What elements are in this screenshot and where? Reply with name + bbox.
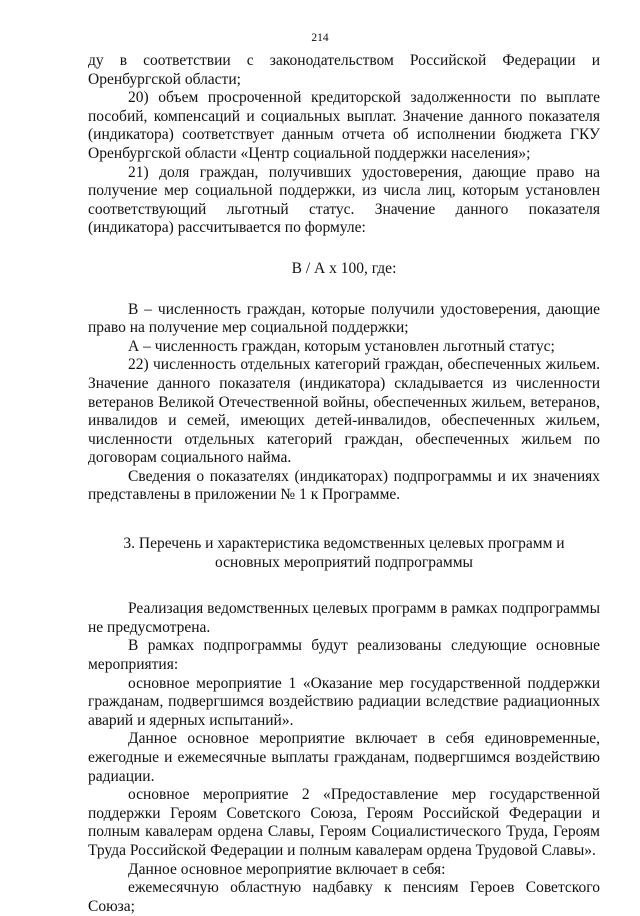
paragraph-indicators-info: Сведения о показателях (индикаторах) подпрограммы и их значениях представлены в приложении № 1 к Программе. [88, 467, 600, 504]
paragraph-measure-2: основное мероприятие 2 «Предоставление мер государственной поддержки Героям Советского Союза, Героям Российской Федерации и полным кавалерам ордена Славы, Героям Социалистического Труда, Героям Труда Российской Федерации и полным кавалерам ордена Трудовой Славы». [88, 786, 600, 859]
document-body [88, 52, 600, 916]
page-number: 214 [311, 32, 329, 44]
section-title-line-1: 3. Перечень и характеристика ведомственных целевых программ и [123, 535, 565, 553]
paragraph-item-21: 21) доля граждан, получивших удостоверения, дающие право на получение мер социальной поддержки, из числа лиц, которым установлен соответствующий льготный статус. Значение данного показателя (индикатора) рассчитывается по формуле: [88, 163, 600, 237]
section-title-line-2: основных мероприятий подпрограммы [215, 553, 473, 571]
formula: В / А х 100, где: [291, 259, 397, 277]
paragraph-main-measures-intro: В рамках подпрограммы будут реализованы следующие основные мероприятия: [88, 637, 600, 674]
paragraph-monthly-allowance: ежемесячную областную надбавку к пенсиям Героев Советского Союза; [88, 879, 600, 915]
section-title [88, 535, 600, 572]
paragraph-measure-2-includes: Данное основное мероприятие включает в себя: [128, 860, 446, 878]
paragraph-measure-1: основное мероприятие 1 «Оказание мер государственной поддержки гражданам, подвергшимся воздействию радиации вследствие радиационных аварий и ядерных испытаний». [88, 674, 600, 729]
paragraph-item-22: 22) численность отдельных категорий граждан, обеспеченных жильем. Значение данного показателя (индикатора) складывается из численности ветеранов Великой Отечественной войны, обеспеченных жильем, ветеранов, инвалидов и семей, имеющих детей-инвалидов, обеспеченных жильем, численности отдельных категорий граждан, обеспеченных жильем по договорам социального найма. [88, 356, 600, 467]
paragraph-definition-a: А – численность граждан, которым установлен льготный статус; [128, 337, 555, 355]
paragraph-measure-1-details: Данное основное мероприятие включает в себя единовременные, ежегодные и ежемесячные выплаты гражданам, подвергшимся воздействию радиации. [88, 730, 600, 785]
paragraph-targeted-programs: Реализация ведомственных целевых программ в рамках подпрограммы не предусмотрена. [88, 600, 600, 636]
paragraph-continuation: ду в соответствии с законодательством Российской Федерации и Оренбургской области; [88, 52, 600, 88]
paragraph-definition-b: В – численность граждан, которые получили удостоверения, дающие право на получение мер социальной поддержки; [88, 300, 600, 337]
paragraph-item-20: 20) объем просроченной кредиторской задолженности по выплате пособий, компенсаций и социальных выплат. Значение данного показателя (индикатора) соответствует данным отчета об исполнении бюджета ГКУ Оренбургской области «Центр социальной поддержки населения»; [88, 89, 600, 162]
